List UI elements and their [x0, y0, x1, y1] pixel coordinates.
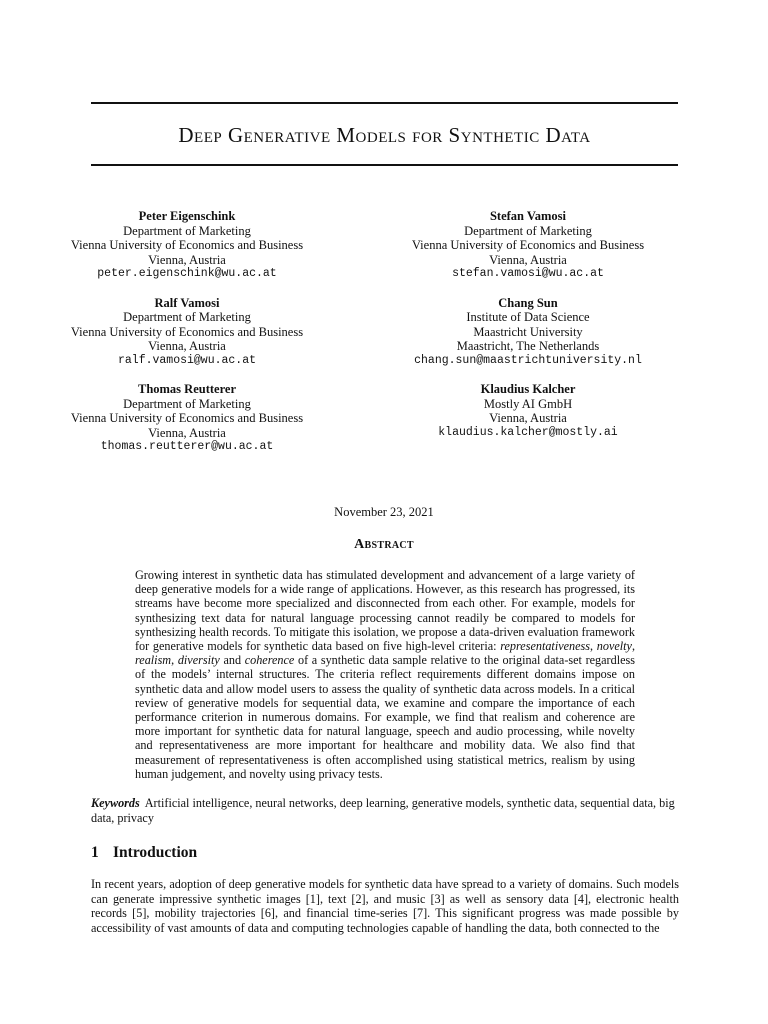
criterion-realism: realism [135, 653, 172, 668]
keywords-block [91, 796, 681, 825]
abstract-text-part: of a synthetic data sample relative to the original data-set regardless of the models’ internal structures. The criteria reflect requirements different domains impose on synthetic data and allow model users to assess the quality of synthetic data across models. In a critical review of generative models for sequential data, we examine and compare the importance of each performance criterion in numerous domains. For example, we find that realism and coherence are more important for synthetic data for natural language, speech and audio processing, while novelty and representativeness are more important for healthcare and mobility data. We also find that measurement of representativeness is often accomplished using statistical metrics, realism by using human judgement, and novelty using privacy tests. [135, 653, 635, 781]
introduction-text: In recent years, adoption of deep generative models for synthetic data have spread to a variety of domains. Such models can generate impressive synthetic images [1], text [2], and music [3] as well as sensory data [4], electronic health records [5], mobility trajectories [6], and financial time-series [7]. This significant progress was made possible by accessibility of vast amounts of data and computing technologies capable of handling the data, both connected to the [91, 877, 679, 935]
author-block [70, 209, 680, 455]
author-affiliation: Institute of Data Science [466, 310, 590, 324]
author-email[interactable]: thomas.reutterer@wu.ac.at [100, 440, 274, 453]
keywords-text: Artificial intelligence, neural networks, deep learning, generative models, synthetic data, sequential data, big data, privacy [91, 796, 675, 825]
paper-date: November 23, 2021 [334, 505, 434, 519]
author-name: Ralf Vamosi [154, 295, 220, 310]
author-institution: Vienna, Austria [489, 411, 567, 425]
author-location: Maastricht, The Netherlands [456, 339, 600, 353]
author-affiliation: Department of Marketing [123, 223, 251, 238]
author-card [42, 382, 332, 455]
author-institution: Vienna University of Economics and Business [70, 238, 304, 252]
author-email[interactable]: chang.sun@maastrichtuniversity.nl [414, 353, 642, 367]
author-affiliation: Department of Marketing [123, 310, 251, 324]
author-location: Vienna, Austria [148, 339, 226, 353]
author-card [383, 209, 673, 282]
author-name: Klaudius Kalcher [480, 382, 576, 396]
author-card [383, 296, 673, 369]
author-name: Chang Sun [498, 295, 558, 310]
author-institution: Maastricht University [473, 324, 583, 339]
criterion-novelty: novelty [596, 639, 632, 654]
separator: and [219, 653, 245, 668]
separator: , [590, 639, 597, 654]
author-email[interactable]: ralf.vamosi@wu.ac.at [117, 353, 257, 367]
separator: , [171, 653, 178, 668]
section-number: 1 [91, 844, 99, 861]
criterion-representativeness: representativeness [500, 639, 591, 654]
abstract-text [135, 568, 635, 781]
author-institution: Vienna University of Economics and Business [411, 238, 645, 252]
section-title: Introduction [113, 844, 198, 861]
author-institution: Vienna University of Economics and Business [70, 411, 304, 425]
author-name: Peter Eigenschink [138, 209, 236, 223]
author-location: Vienna, Austria [148, 252, 226, 267]
abstract-text-part: Growing interest in synthetic data has stimulated development and advancement of a large variety of deep generative models for a wide range of applications. However, as this research has progressed, its streams have become more specialized and disconnected from each other. For example, models for synthesizing text data for natural language processing cannot readily be compared to models for synthesizing health records. To mitigate this isolation, we propose a data-driven evaluation framework for generative models for synthetic data based on five high-level criteria: [135, 568, 635, 654]
keywords-label: Keywords [91, 796, 140, 810]
author-affiliation: Mostly AI GmbH [483, 396, 573, 411]
author-email[interactable]: klaudius.kalcher@mostly.ai [438, 425, 618, 439]
author-affiliation: Department of Marketing [464, 223, 592, 238]
author-name: Thomas Reutterer [137, 382, 236, 396]
author-card [383, 382, 673, 455]
title-top-rule [91, 102, 678, 104]
paper-title: Deep Generative Models for Synthetic Data [178, 123, 591, 147]
author-card [42, 209, 332, 282]
author-name: Stefan Vamosi [489, 209, 567, 223]
author-email[interactable]: stefan.vamosi@wu.ac.at [452, 267, 604, 280]
criterion-diversity: diversity [177, 653, 220, 668]
author-location: Vienna, Austria [489, 252, 567, 267]
abstract-heading: Abstract [354, 537, 414, 552]
author-location: Vienna, Austria [148, 425, 226, 440]
criterion-coherence: coherence [244, 653, 295, 668]
title-bottom-rule [91, 164, 678, 166]
section-heading [91, 844, 681, 862]
author-affiliation: Department of Marketing [123, 396, 251, 411]
author-email[interactable]: peter.eigenschink@wu.ac.at [97, 267, 277, 280]
separator: , [631, 639, 635, 654]
author-institution: Vienna University of Economics and Business [70, 324, 304, 339]
author-card [42, 296, 332, 369]
